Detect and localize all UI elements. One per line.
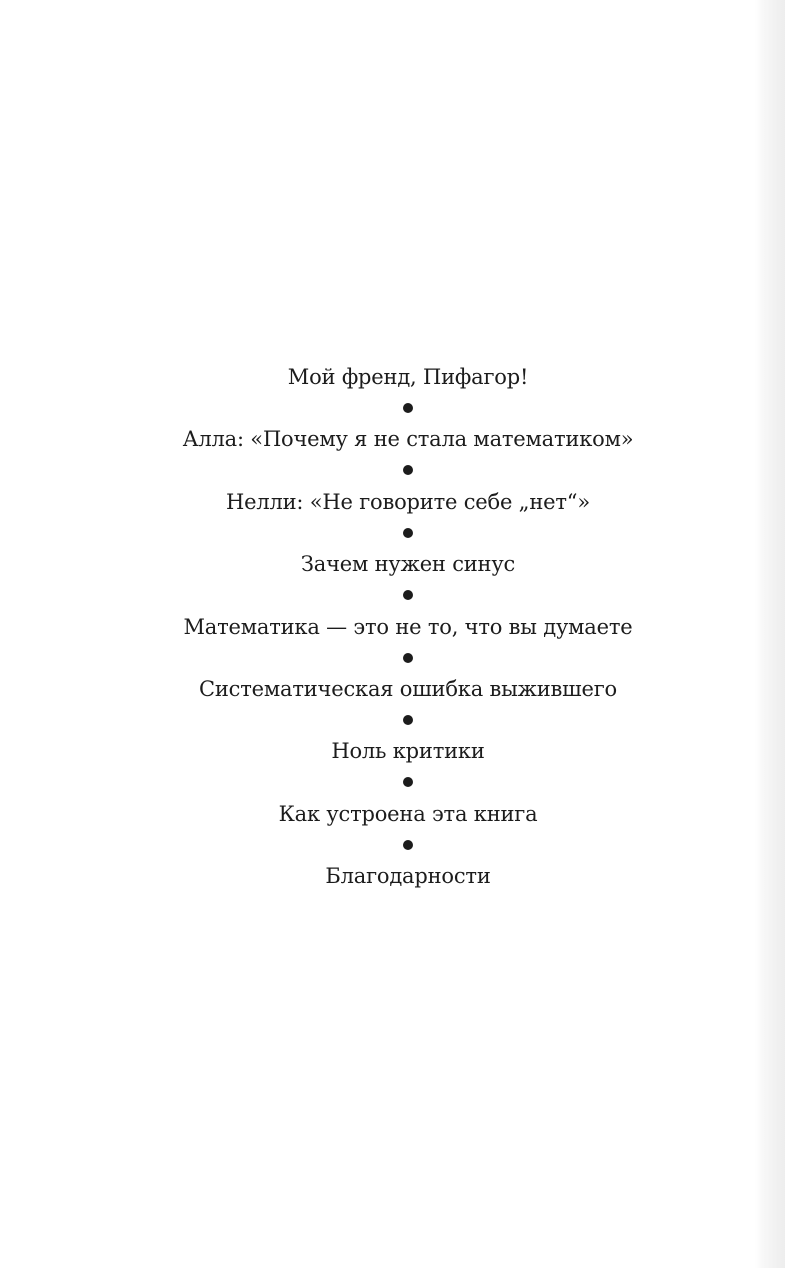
table-of-contents [0,362,785,924]
toc-entry-title: Как устроена эта книга [278,801,538,826]
separator-bullet-icon [403,465,413,475]
toc-entry [0,736,785,798]
toc-entry-title: Систематическая ошибка выжившего [199,676,617,701]
toc-entry [0,861,785,923]
toc-entry [0,362,785,424]
toc-entry-title: Мой френд, Пифагор! [287,365,529,389]
toc-entry [0,612,785,674]
toc-entry-title: Зачем нужен синус [300,552,516,577]
toc-entry-title: Нелли: «Не говорите себе „нет“» [226,489,590,514]
page-edge-shadow [755,0,785,1268]
toc-entry [0,487,785,549]
separator-bullet-icon [403,653,413,663]
toc-entry [0,549,785,611]
toc-entry-title: Ноль критики [331,739,485,764]
separator-bullet-icon [403,777,413,787]
separator-bullet-icon [403,590,413,600]
separator-bullet-icon [403,528,413,538]
toc-entry [0,674,785,736]
toc-entry-title: Математика — это не то, что вы думаете [183,614,633,639]
separator-bullet-icon [403,715,413,725]
separator-bullet-icon [403,840,413,850]
toc-entry-title: Благодарности [325,864,491,889]
toc-entry-title: Алла: «Почему я не стала математиком» [182,427,634,452]
toc-entry [0,424,785,486]
toc-entry [0,799,785,861]
separator-bullet-icon [403,403,413,413]
